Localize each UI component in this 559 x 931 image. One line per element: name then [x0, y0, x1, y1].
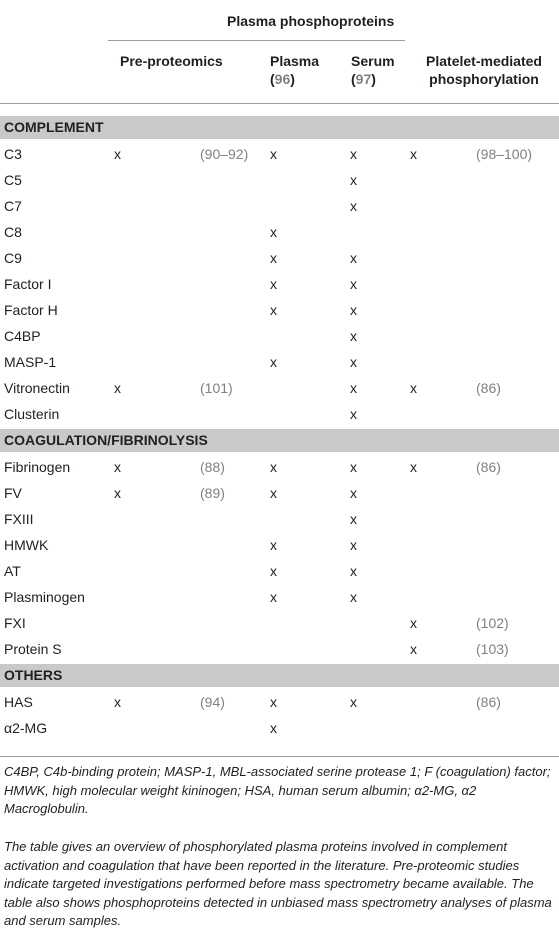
plasma-mark: x — [270, 459, 277, 475]
table-row — [0, 349, 559, 375]
table-row — [0, 375, 559, 401]
serum-mark: x — [350, 537, 357, 553]
serum-mark: x — [350, 198, 357, 214]
serum-mark: x — [350, 172, 357, 188]
protein-name: Plasminogen — [4, 589, 85, 605]
table-row — [0, 558, 559, 584]
protein-name: α2-MG — [4, 720, 48, 736]
serum-mark: x — [350, 459, 357, 475]
protein-name: Vitronectin — [4, 380, 70, 396]
table-row — [0, 219, 559, 245]
protein-name: C4BP — [4, 328, 41, 344]
table-row — [0, 506, 559, 532]
serum-mark: x — [350, 511, 357, 527]
protein-name: C5 — [4, 172, 22, 188]
platelet-ref: (98–100) — [476, 146, 533, 162]
section-header: OTHERS — [0, 664, 559, 687]
platelet-ref: (86) — [476, 694, 501, 710]
pre-proteomics-mark: x — [114, 146, 121, 162]
table-row — [0, 636, 559, 662]
platelet-mark: x — [410, 615, 417, 631]
col-header-plasma: Plasma (96) — [270, 53, 320, 87]
serum-mark: x — [350, 589, 357, 605]
col-header-serum-ref: 97 — [355, 71, 372, 87]
col-header-platelet-line1: Platelet-mediated — [426, 53, 542, 69]
plasma-mark: x — [270, 589, 277, 605]
platelet-ref: (86) — [476, 380, 501, 396]
platelet-mark: x — [410, 146, 417, 162]
group-title: Plasma phosphoproteins — [227, 13, 395, 29]
protein-name: Fibrinogen — [4, 459, 71, 475]
plasma-mark: x — [270, 720, 277, 736]
plasma-mark: x — [270, 302, 277, 318]
plasma-mark: x — [270, 276, 277, 292]
pre-proteomics-mark: x — [114, 694, 121, 710]
serum-mark: x — [350, 694, 357, 710]
protein-name: C7 — [4, 198, 22, 214]
col-header-platelet-line2: phosphorylation — [429, 71, 539, 87]
footnote-description: The table gives an overview of phosphorylated plasma proteins involved in complement activation and coagulation that have been reported in the literature. Pre-proteomic studies indicate targeted investigations performed before mass spectrometry became available. The table also shows phosphoproteins detected in unbiased mass spectrometry analyses of plasma and serum samples. — [4, 839, 552, 929]
platelet-ref: (102) — [476, 615, 509, 631]
protein-name: AT — [4, 563, 21, 579]
pre-proteomics-ref: (89) — [200, 485, 225, 501]
protein-name: Clusterin — [4, 406, 60, 422]
protein-name: Factor I — [4, 276, 52, 292]
plasma-mark: x — [270, 224, 277, 240]
serum-mark: x — [350, 563, 357, 579]
plasma-mark: x — [270, 537, 277, 553]
col-header-platelet — [414, 52, 554, 88]
plasma-mark: x — [270, 354, 277, 370]
pre-proteomics-mark: x — [114, 459, 121, 475]
protein-name: FXIII — [4, 511, 34, 527]
table-row — [0, 141, 559, 167]
pre-proteomics-ref: (101) — [200, 380, 233, 396]
pre-proteomics-ref: (90–92) — [200, 146, 249, 162]
table-row — [0, 193, 559, 219]
header-rule — [0, 103, 559, 104]
platelet-ref: (86) — [476, 459, 501, 475]
table-row — [0, 480, 559, 506]
serum-mark: x — [350, 380, 357, 396]
protein-name: C8 — [4, 224, 22, 240]
protein-name: HAS — [4, 694, 33, 710]
pre-proteomics-mark: x — [114, 380, 121, 396]
table-row — [0, 610, 559, 636]
plasma-mark: x — [270, 485, 277, 501]
table-row — [0, 323, 559, 349]
group-underline — [108, 40, 405, 41]
serum-mark: x — [350, 250, 357, 266]
col-header-pre-proteomics: Pre-proteomics — [120, 53, 223, 69]
serum-mark: x — [350, 302, 357, 318]
col-header-serum-label: Serum — [351, 53, 395, 69]
platelet-ref: (103) — [476, 641, 509, 657]
section-header: COMPLEMENT — [0, 116, 559, 139]
protein-name: Factor H — [4, 302, 58, 318]
footnote-abbreviations: C4BP, C4b-binding protein; MASP-1, MBL-associated serine protease 1; F (coagulation) factor; HMWK, high molecular weight kininogen; HSA, human serum albumin; α2-MG, α2 Macroglobulin. — [4, 764, 551, 817]
protein-name: FV — [4, 485, 22, 501]
protein-name: Protein S — [4, 641, 62, 657]
serum-mark: x — [350, 276, 357, 292]
serum-mark: x — [350, 328, 357, 344]
plasma-mark: x — [270, 250, 277, 266]
serum-mark: x — [350, 146, 357, 162]
platelet-mark: x — [410, 641, 417, 657]
col-header-serum: Serum (97) — [351, 53, 395, 87]
table-bottom-rule — [0, 756, 559, 757]
table-row — [0, 584, 559, 610]
plasma-mark: x — [270, 563, 277, 579]
pre-proteomics-ref: (94) — [200, 694, 225, 710]
protein-name: FXI — [4, 615, 26, 631]
protein-name: MASP-1 — [4, 354, 57, 370]
table-row — [0, 271, 559, 297]
table-row — [0, 532, 559, 558]
platelet-mark: x — [410, 380, 417, 396]
table-row — [0, 689, 559, 715]
protein-name: HMWK — [4, 537, 49, 553]
table-row — [0, 401, 559, 427]
serum-mark: x — [350, 354, 357, 370]
serum-mark: x — [350, 406, 357, 422]
plasma-mark: x — [270, 146, 277, 162]
pre-proteomics-mark: x — [114, 485, 121, 501]
col-header-plasma-ref: 96 — [274, 71, 291, 87]
col-header-plasma-label: Plasma — [270, 53, 320, 69]
plasma-mark: x — [270, 694, 277, 710]
pre-proteomics-ref: (88) — [200, 459, 225, 475]
section-header: COAGULATION/FIBRINOLYSIS — [0, 429, 559, 452]
serum-mark: x — [350, 485, 357, 501]
table-row — [0, 715, 559, 741]
table-row — [0, 454, 559, 480]
table-row — [0, 245, 559, 271]
table-row — [0, 167, 559, 193]
table-row — [0, 297, 559, 323]
protein-name: C9 — [4, 250, 22, 266]
platelet-mark: x — [410, 459, 417, 475]
protein-name: C3 — [4, 146, 22, 162]
